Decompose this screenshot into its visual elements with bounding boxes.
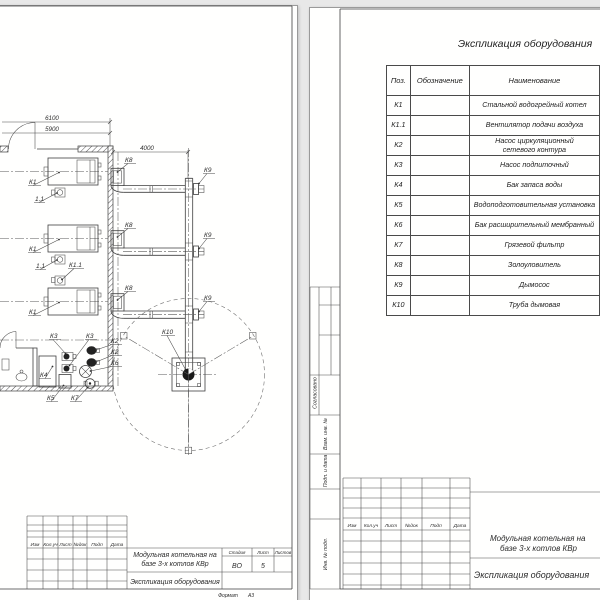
- doc-title: Экспликация оборудования: [474, 570, 590, 580]
- format-value: А3: [247, 593, 255, 599]
- label-k9: К9: [204, 167, 212, 174]
- col-header-name: Наименование: [469, 66, 599, 96]
- label-k8: К8: [125, 157, 133, 164]
- cell-name: Водоподготовительная установка: [469, 196, 599, 216]
- table-row: [387, 256, 600, 276]
- cell-designation: [410, 256, 469, 276]
- boiler-3: [44, 276, 101, 315]
- table-row: [387, 136, 600, 156]
- label-k7: К7: [71, 395, 79, 402]
- rev-col-izm: Изм: [347, 524, 357, 529]
- cell-pos: К8: [387, 256, 411, 276]
- table-row: [387, 176, 600, 196]
- cell-name: Вентилятор подачи воздуха: [469, 116, 599, 136]
- cell-designation: [410, 236, 469, 256]
- cell-pos: К4: [387, 176, 411, 196]
- format-label: Формат: [218, 593, 238, 599]
- stage-label: Стадия: [228, 550, 246, 555]
- rev-col-ndok: №док: [73, 543, 87, 548]
- label-k1-fan: 1.1: [35, 196, 45, 203]
- cell-pos: К1: [387, 96, 411, 116]
- cell-name: Бак запаса воды: [469, 176, 599, 196]
- label-k2: К2: [111, 338, 119, 345]
- side-stamp-agreed: Согласовано: [312, 377, 319, 409]
- cell-name: Золоуловитель: [469, 256, 599, 276]
- project-title-line1: Модульная котельная на: [133, 552, 217, 559]
- label-k3: К3: [86, 333, 94, 340]
- cell-designation: [410, 96, 469, 116]
- cell-pos: К7: [387, 236, 411, 256]
- label-k1: К1: [29, 179, 37, 186]
- label-k2: К2: [111, 349, 119, 356]
- cell-pos: К1.1: [387, 116, 411, 136]
- cell-designation: [410, 276, 469, 296]
- col-header-pos: Поз.: [387, 66, 411, 96]
- side-stamp-replacement-inv: Взам. инв. №: [323, 417, 329, 451]
- cell-designation: [410, 296, 469, 316]
- col-header-designation: Обозначение: [410, 66, 469, 96]
- equipment-table-header: [387, 66, 600, 96]
- cell-designation: [410, 156, 469, 176]
- label-k1-fan-full: К1.1: [69, 262, 82, 269]
- rev-col-izm: Изм: [30, 543, 40, 548]
- cell-name: Стальной водогрейный котел: [469, 96, 599, 116]
- label-k4: К4: [40, 372, 48, 379]
- cell-pos: К5: [387, 196, 411, 216]
- left-title-block: [27, 516, 292, 599]
- rev-col-podp: Подп: [430, 524, 442, 529]
- cell-name: Грязевой фильтр: [469, 236, 599, 256]
- cell-designation: [410, 116, 469, 136]
- table-row: [387, 216, 600, 236]
- equipment-table-title: Экспликация оборудования: [457, 38, 593, 50]
- cell-pos: К2: [387, 136, 411, 156]
- sheet-label: Лист: [257, 550, 269, 555]
- building-walls: [0, 146, 113, 391]
- label-k10: К10: [162, 329, 174, 336]
- cell-name: Бак расширительный мембранный: [469, 216, 599, 236]
- table-row: [387, 196, 600, 216]
- label-k9: К9: [204, 295, 212, 302]
- rev-col-ndok: №док: [405, 524, 418, 529]
- equipment-table: [386, 65, 600, 316]
- rev-col-koluch: Кол.уч: [43, 543, 58, 548]
- cell-pos: К6: [387, 216, 411, 236]
- sheets-label: Листов: [274, 550, 292, 555]
- label-k8: К8: [125, 222, 133, 229]
- cell-designation: [410, 176, 469, 196]
- dim-6100: 6100: [45, 115, 59, 122]
- project-title-line2: базе 3-х котлов КВр: [500, 544, 577, 553]
- cell-name: Насос подпиточный: [469, 156, 599, 176]
- door-main-entrance: [9, 123, 36, 150]
- label-k1: К1: [29, 246, 37, 253]
- cell-name: Труба дымовая: [469, 296, 599, 316]
- cell-designation: [410, 196, 469, 216]
- dim-4000: 4000: [140, 145, 154, 152]
- label-k8: К8: [125, 285, 133, 292]
- leader-dots: [52, 171, 200, 388]
- label-k3: К3: [50, 333, 58, 340]
- boiler-2: [44, 225, 101, 264]
- side-stamp-orig-inv: Инв. № подл.: [323, 537, 329, 571]
- sheet-number: 5: [261, 563, 265, 570]
- rev-col-koluch: Кол.уч: [363, 524, 379, 529]
- label-k5: К5: [47, 395, 55, 402]
- project-title-line2: базе 3-х котлов КВр: [141, 561, 209, 568]
- table-row: [387, 276, 600, 296]
- equipment-labels: [29, 157, 212, 402]
- cell-pos: К10: [387, 296, 411, 316]
- table-row: [387, 116, 600, 136]
- side-stamp-sign-date: Подп. и дата: [323, 454, 329, 488]
- label-k1: К1: [29, 309, 37, 316]
- rev-col-list: Лист: [59, 543, 72, 548]
- table-row: [387, 156, 600, 176]
- rev-col-data: Дата: [110, 543, 124, 548]
- table-row: [387, 236, 600, 256]
- stage-value: ВО: [232, 563, 242, 570]
- expansion-tank-k6: [80, 366, 92, 378]
- cell-designation: [410, 136, 469, 156]
- table-row: [387, 96, 600, 116]
- project-title-line1: Модульная котельная на: [490, 534, 586, 543]
- label-k1-fan: 1.1: [36, 263, 46, 270]
- rev-col-list: Лист: [384, 524, 398, 529]
- dim-5900: 5900: [45, 126, 59, 133]
- boiler-1: [44, 158, 101, 197]
- doc-title: Экспликация оборудования: [130, 579, 220, 586]
- cell-pos: К9: [387, 276, 411, 296]
- right-side-stamp: [310, 287, 340, 589]
- label-k6: К6: [111, 360, 119, 367]
- cell-name: Насос циркуляционный сетевого контура: [469, 136, 599, 156]
- label-k9: К9: [204, 232, 212, 239]
- makeup-pumps-k3: [62, 353, 76, 373]
- cell-name: Дымосос: [469, 276, 599, 296]
- sanitary-fixtures: [2, 359, 27, 381]
- table-row: [387, 296, 600, 316]
- cell-designation: [410, 216, 469, 236]
- rev-col-podp: Подп: [91, 543, 103, 548]
- rev-col-data: Дата: [453, 524, 467, 529]
- right-title-block: [343, 478, 600, 589]
- cell-pos: К3: [387, 156, 411, 176]
